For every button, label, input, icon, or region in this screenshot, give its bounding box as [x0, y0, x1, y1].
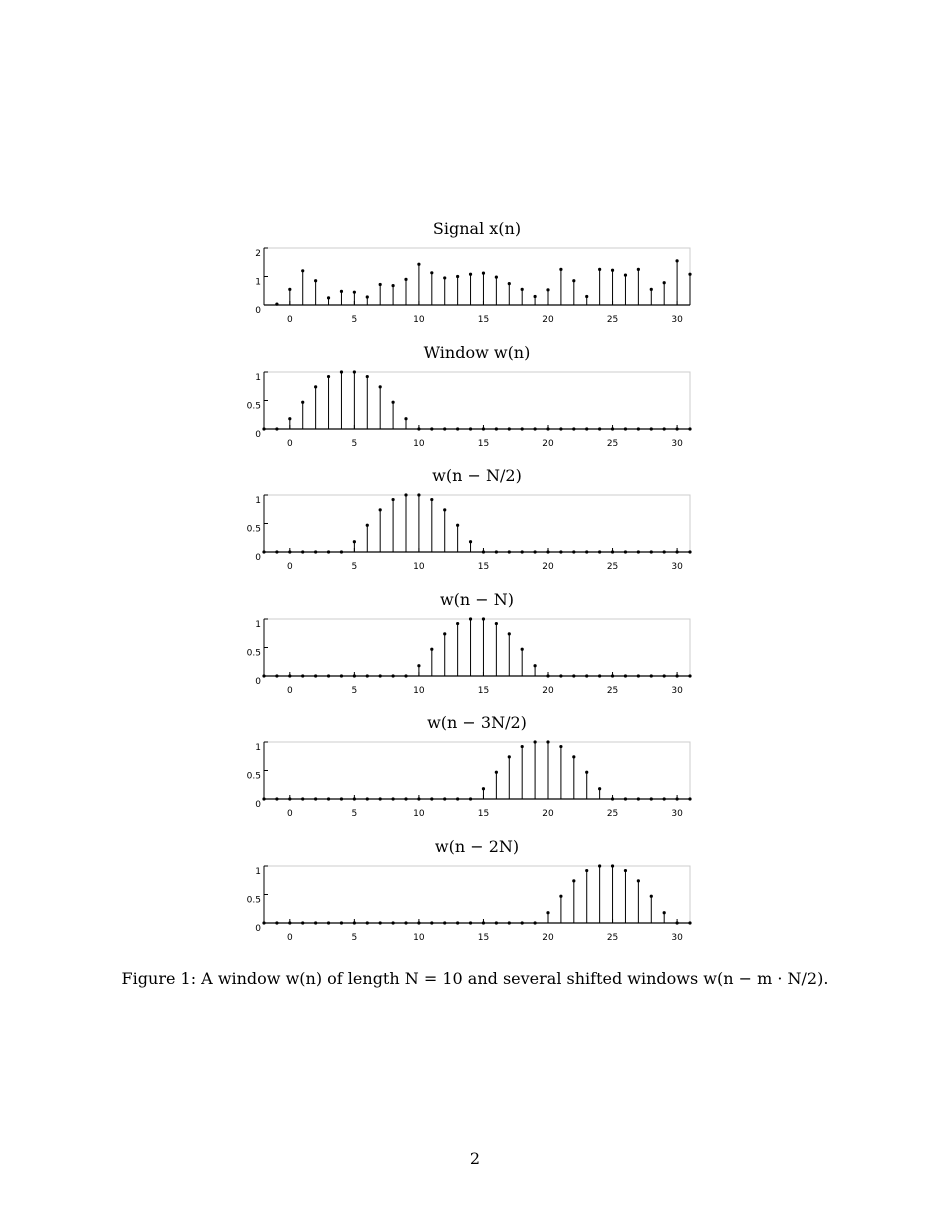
stem-marker [624, 273, 627, 276]
stem-marker [275, 550, 278, 553]
stem-marker [650, 288, 653, 291]
stem-marker [456, 524, 459, 527]
stem-marker [275, 921, 278, 924]
stem-marker [650, 674, 653, 677]
x-tick-label: 5 [351, 686, 358, 696]
stem-marker [533, 550, 536, 553]
x-tick-label: 5 [351, 809, 358, 819]
stem-marker [366, 674, 369, 677]
stem-marker [559, 745, 562, 748]
y-tick-label: 1 [255, 867, 261, 877]
stem-marker [430, 648, 433, 651]
stem-marker [688, 674, 691, 677]
stem-marker [353, 674, 356, 677]
stem-marker [340, 550, 343, 553]
stem-marker [546, 674, 549, 677]
stem-marker [546, 911, 549, 914]
stem-marker [262, 674, 265, 677]
stem-marker [379, 921, 382, 924]
stem-marker [598, 864, 601, 867]
stem-marker [417, 664, 420, 667]
stem-marker [417, 427, 420, 430]
stem-marker [275, 303, 278, 306]
stem-marker [379, 283, 382, 286]
y-tick-label: 0 [255, 430, 261, 440]
stem-marker [391, 284, 394, 287]
x-tick-label: 15 [477, 439, 490, 449]
stem-marker [482, 427, 485, 430]
stem-marker [275, 427, 278, 430]
stem-marker [353, 540, 356, 543]
stem-marker [301, 921, 304, 924]
stem-marker [585, 771, 588, 774]
y-tick-label: 0.5 [246, 401, 261, 412]
stem-marker [469, 427, 472, 430]
stem-marker [366, 797, 369, 800]
stem-marker [275, 797, 278, 800]
y-tick-label: 0.5 [246, 771, 261, 782]
y-tick-label: 1 [255, 277, 261, 288]
x-tick-label: 25 [606, 933, 619, 943]
stem-marker [404, 417, 407, 420]
x-tick-label: 5 [351, 439, 358, 449]
x-tick-label: 10 [413, 562, 425, 572]
stem-marker [288, 797, 291, 800]
stem-marker [443, 508, 446, 511]
stem-marker [637, 550, 640, 553]
y-tick-label: 1 [255, 743, 261, 753]
x-tick-label: 0 [286, 809, 293, 819]
x-tick-label: 10 [413, 686, 425, 696]
stem-marker [508, 427, 511, 430]
y-tick-label: 0 [255, 306, 261, 316]
stem-marker [443, 427, 446, 430]
stem-marker [533, 295, 536, 298]
x-tick-label: 10 [413, 439, 425, 449]
x-tick-label: 25 [606, 686, 619, 696]
stem-marker [391, 674, 394, 677]
x-tick-label: 10 [413, 315, 425, 325]
stem-marker [340, 674, 343, 677]
stem-marker [353, 370, 356, 373]
stem-marker [688, 427, 691, 430]
stem-marker [353, 797, 356, 800]
stem-marker [585, 295, 588, 298]
stem-marker [559, 674, 562, 677]
stem-marker [443, 797, 446, 800]
x-tick-label: 0 [286, 562, 293, 572]
stem-marker [663, 550, 666, 553]
stem-marker [262, 797, 265, 800]
stem-marker [417, 921, 420, 924]
stem-marker [508, 282, 511, 285]
stem-marker [327, 921, 330, 924]
x-tick-label: 15 [477, 562, 490, 572]
stem-marker [262, 921, 265, 924]
x-tick-label: 20 [542, 686, 554, 696]
x-tick-label: 20 [542, 809, 554, 819]
stem-marker [650, 427, 653, 430]
stem-marker [585, 674, 588, 677]
plot-frame [264, 619, 690, 676]
stem-marker [262, 550, 265, 553]
stem-marker [262, 427, 265, 430]
stem-marker [675, 921, 678, 924]
stem-marker [572, 427, 575, 430]
stem-marker [379, 385, 382, 388]
x-tick-label: 0 [286, 439, 293, 449]
stem-marker [650, 797, 653, 800]
x-tick-label: 10 [413, 933, 425, 943]
stem-marker [379, 674, 382, 677]
stem-marker [314, 385, 317, 388]
stem-marker [469, 273, 472, 276]
stem-marker [327, 797, 330, 800]
stem-marker [598, 268, 601, 271]
x-tick-label: 0 [286, 315, 293, 325]
stem-marker [327, 674, 330, 677]
x-tick-label: 5 [351, 933, 358, 943]
stem-marker [288, 674, 291, 677]
stem-marker [404, 921, 407, 924]
stem-marker [572, 279, 575, 282]
stem-marker [508, 550, 511, 553]
stem-marker [521, 427, 524, 430]
stem-marker [482, 921, 485, 924]
stem-marker [391, 401, 394, 404]
stem-marker [521, 550, 524, 553]
x-tick-label: 15 [477, 933, 490, 943]
stem-marker [366, 921, 369, 924]
stem-marker [624, 674, 627, 677]
stem-marker [611, 674, 614, 677]
stem-plot-3 [247, 590, 692, 696]
stem-plot-2 [247, 466, 692, 572]
stem-marker [546, 427, 549, 430]
stem-marker [624, 869, 627, 872]
stem-marker [559, 895, 562, 898]
stem-marker [404, 674, 407, 677]
stem-marker [663, 427, 666, 430]
plot-frame [264, 866, 690, 923]
stem-marker [430, 797, 433, 800]
stem-marker [391, 498, 394, 501]
stem-marker [443, 276, 446, 279]
x-tick-label: 25 [606, 562, 619, 572]
stem-marker [301, 550, 304, 553]
stem-marker [366, 375, 369, 378]
stem-marker [572, 674, 575, 677]
stem-marker [495, 921, 498, 924]
stem-marker [663, 911, 666, 914]
stem-marker [379, 508, 382, 511]
stem-marker [391, 797, 394, 800]
stem-marker [469, 921, 472, 924]
stem-marker [637, 268, 640, 271]
stem-marker [585, 427, 588, 430]
stem-marker [340, 921, 343, 924]
stem-marker [417, 797, 420, 800]
stem-marker [288, 921, 291, 924]
stem-marker [611, 864, 614, 867]
stem-marker [559, 427, 562, 430]
stem-marker [585, 550, 588, 553]
stem-marker [482, 271, 485, 274]
stem-marker [650, 550, 653, 553]
stem-marker [327, 296, 330, 299]
x-tick-label: 5 [351, 562, 358, 572]
plot-title: w(n − 3N/2) [427, 713, 527, 732]
x-tick-label: 30 [671, 933, 683, 943]
stem-marker [314, 279, 317, 282]
page-number: 2 [469, 1149, 481, 1168]
stem-marker [637, 879, 640, 882]
x-tick-label: 30 [671, 562, 683, 572]
stem-marker [675, 674, 678, 677]
stem-marker [430, 427, 433, 430]
x-tick-label: 30 [671, 686, 683, 696]
stem-marker [688, 921, 691, 924]
stem-marker [546, 740, 549, 743]
plot-frame [264, 742, 690, 799]
stem-marker [533, 427, 536, 430]
stem-marker [456, 921, 459, 924]
stem-marker [688, 273, 691, 276]
stem-plot-1 [247, 343, 692, 449]
x-tick-label: 20 [542, 562, 554, 572]
stem-marker [404, 797, 407, 800]
stem-marker [521, 745, 524, 748]
x-tick-label: 30 [671, 439, 683, 449]
stem-marker [288, 550, 291, 553]
stem-marker [353, 921, 356, 924]
stem-marker [353, 291, 356, 294]
plot-title: w(n − 2N) [434, 837, 520, 856]
x-tick-label: 0 [286, 933, 293, 943]
stem-marker [611, 269, 614, 272]
stem-marker [301, 401, 304, 404]
x-tick-label: 5 [351, 315, 358, 325]
plot-title: w(n − N/2) [432, 466, 522, 485]
stem-marker [508, 755, 511, 758]
stem-marker [572, 755, 575, 758]
stem-marker [637, 427, 640, 430]
stem-marker [533, 740, 536, 743]
stem-marker [366, 295, 369, 298]
plot-title: Signal x(n) [432, 219, 522, 238]
stem-marker [611, 550, 614, 553]
stem-plot-0 [255, 219, 691, 325]
stem-marker [430, 921, 433, 924]
stem-marker [340, 370, 343, 373]
stem-marker [366, 524, 369, 527]
stem-marker [598, 550, 601, 553]
stem-marker [443, 921, 446, 924]
stem-marker [482, 550, 485, 553]
stem-marker [469, 797, 472, 800]
stem-marker [559, 550, 562, 553]
stem-marker [675, 427, 678, 430]
stem-marker [611, 427, 614, 430]
stem-marker [675, 259, 678, 262]
stem-marker [546, 288, 549, 291]
stem-marker [624, 797, 627, 800]
y-tick-label: 0 [255, 677, 261, 687]
stem-marker [404, 493, 407, 496]
stem-marker [663, 797, 666, 800]
stem-marker [533, 921, 536, 924]
stem-marker [495, 771, 498, 774]
x-tick-label: 25 [606, 439, 619, 449]
stem-marker [288, 417, 291, 420]
plot-title: w(n − N) [439, 590, 515, 609]
stem-marker [663, 674, 666, 677]
stem-marker [301, 674, 304, 677]
x-tick-label: 20 [542, 933, 554, 943]
stem-plot-4 [247, 713, 692, 819]
y-tick-label: 0.5 [246, 895, 261, 906]
stem-marker [430, 498, 433, 501]
figure-caption: Figure 1: A window w(n) of length N = 10 and several shifted windows w(n − m · N/2). [121, 969, 829, 988]
x-tick-label: 15 [477, 809, 490, 819]
stem-marker [327, 550, 330, 553]
x-tick-label: 25 [606, 315, 619, 325]
y-tick-label: 0 [255, 924, 261, 934]
x-tick-label: 30 [671, 315, 683, 325]
stem-marker [417, 263, 420, 266]
stem-marker [314, 921, 317, 924]
stem-marker [301, 269, 304, 272]
stem-marker [598, 427, 601, 430]
stem-marker [508, 921, 511, 924]
stem-marker [688, 797, 691, 800]
x-tick-label: 0 [286, 686, 293, 696]
x-tick-label: 10 [413, 809, 425, 819]
plot-title: Window w(n) [423, 343, 531, 362]
stem-marker [482, 617, 485, 620]
stem-marker [598, 787, 601, 790]
y-tick-label: 0.5 [246, 524, 261, 535]
stem-marker [340, 290, 343, 293]
stem-marker [456, 275, 459, 278]
x-tick-label: 15 [477, 686, 490, 696]
stem-marker [288, 288, 291, 291]
stem-marker [417, 493, 420, 496]
stem-marker [585, 869, 588, 872]
stem-marker [340, 797, 343, 800]
stem-marker [508, 632, 511, 635]
stem-marker [495, 550, 498, 553]
stem-marker [404, 278, 407, 281]
stem-marker [443, 632, 446, 635]
stem-marker [637, 797, 640, 800]
y-tick-label: 0 [255, 553, 261, 563]
stem-marker [456, 622, 459, 625]
stem-marker [521, 921, 524, 924]
stem-marker [533, 664, 536, 667]
stem-marker [521, 648, 524, 651]
y-tick-label: 0.5 [246, 648, 261, 659]
x-tick-label: 30 [671, 809, 683, 819]
stem-marker [675, 550, 678, 553]
y-tick-label: 0 [255, 800, 261, 810]
y-tick-label: 2 [255, 249, 261, 259]
stem-marker [598, 674, 601, 677]
stem-marker [663, 281, 666, 284]
stem-marker [546, 550, 549, 553]
stem-marker [314, 550, 317, 553]
x-tick-label: 15 [477, 315, 490, 325]
stem-marker [559, 268, 562, 271]
stem-marker [456, 427, 459, 430]
plot-frame [264, 372, 690, 429]
stem-marker [327, 375, 330, 378]
stem-marker [521, 288, 524, 291]
stem-marker [430, 271, 433, 274]
stem-marker [275, 674, 278, 677]
stem-marker [456, 797, 459, 800]
stem-marker [624, 427, 627, 430]
stem-marker [482, 787, 485, 790]
stem-marker [624, 550, 627, 553]
stem-marker [301, 797, 304, 800]
stem-marker [572, 550, 575, 553]
stem-marker [650, 895, 653, 898]
stem-marker [495, 622, 498, 625]
stem-marker [469, 540, 472, 543]
y-tick-label: 1 [255, 373, 261, 383]
stem-marker [391, 921, 394, 924]
stem-marker [314, 674, 317, 677]
stem-marker [314, 797, 317, 800]
y-tick-label: 1 [255, 496, 261, 506]
x-tick-label: 25 [606, 809, 619, 819]
x-tick-label: 20 [542, 315, 554, 325]
x-tick-label: 20 [542, 439, 554, 449]
stem-marker [637, 674, 640, 677]
plot-frame [264, 495, 690, 552]
stem-marker [469, 617, 472, 620]
stem-marker [379, 797, 382, 800]
stem-marker [495, 427, 498, 430]
stem-marker [572, 879, 575, 882]
stem-plot-5 [247, 837, 692, 943]
y-tick-label: 1 [255, 620, 261, 630]
stem-marker [495, 275, 498, 278]
stem-marker [688, 550, 691, 553]
stem-marker [675, 797, 678, 800]
stem-marker [611, 797, 614, 800]
